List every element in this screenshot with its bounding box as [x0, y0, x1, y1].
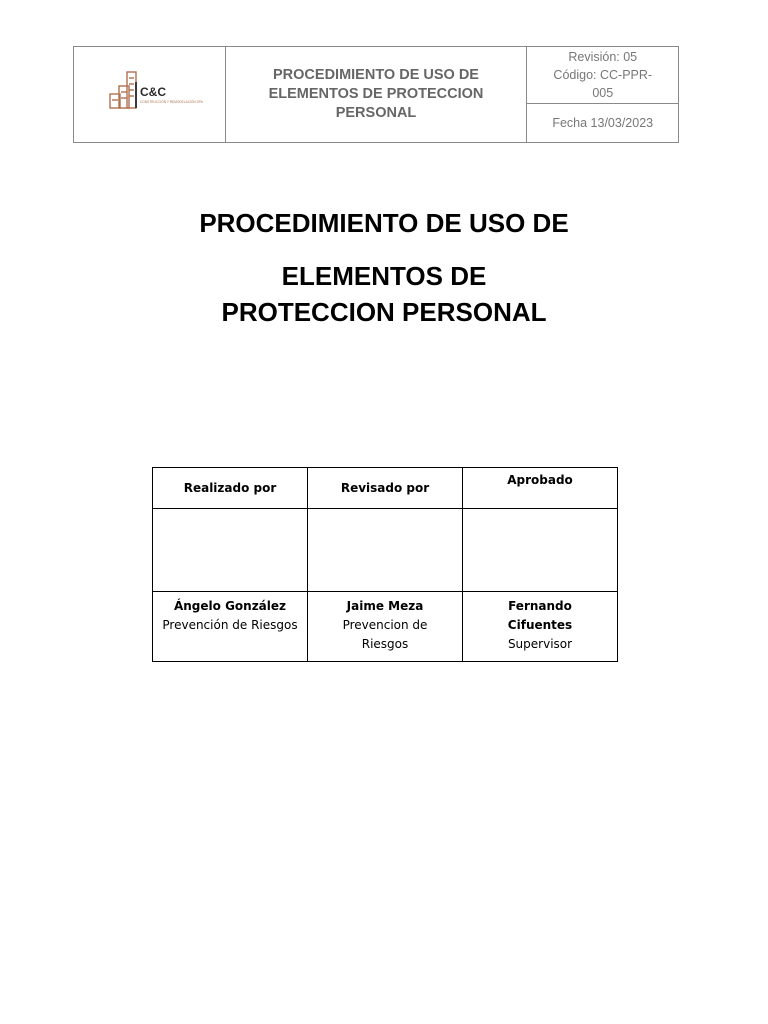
logo-cell — [74, 47, 226, 143]
company-logo — [107, 62, 203, 122]
revision-code-cell — [527, 47, 679, 104]
header-title-cell — [225, 47, 527, 143]
document-title-line-2 — [0, 258, 768, 330]
revision-label: Revisión: 05 — [568, 50, 638, 64]
signature-table — [152, 467, 618, 662]
signature-box-reviewed-by — [308, 509, 463, 592]
document-title-line-1: PROCEDIMIENTO DE USO DE — [199, 208, 569, 238]
signer-name: Ángelo González — [173, 599, 287, 613]
header-title: PROCEDIMIENTO DE USO DE ELEMENTOS DE PROTECCION PERSONAL — [268, 67, 484, 121]
document-title-line-2-text: ELEMENTOS DE PROTECCION PERSONAL — [221, 261, 547, 327]
signer-reviewed-by — [308, 592, 463, 662]
date-cell — [527, 104, 679, 143]
column-header-reviewed-by: Revisado por — [308, 468, 463, 509]
signer-approved — [463, 592, 618, 662]
code-label: Código: CC-PPR-005 — [553, 68, 653, 100]
document-header — [73, 46, 679, 143]
column-header-made-by: Realizado por — [153, 468, 308, 509]
signer-name: Jaime Meza — [346, 599, 424, 613]
signer-role: Prevención de Riesgos — [162, 618, 298, 632]
logo-tagline: CONSTRUCCIÓN Y REMODELACIÓN SPA — [140, 100, 203, 104]
column-header-approved: Aprobado — [463, 468, 618, 509]
date-label: Fecha 13/03/2023 — [552, 116, 654, 130]
signer-name: Fernando Cifuentes — [507, 599, 573, 632]
signer-role: Prevencion de Riesgos — [342, 618, 428, 651]
signer-made-by — [153, 592, 308, 662]
logo-brand: C&C — [140, 85, 167, 99]
signer-role: Supervisor — [507, 637, 573, 651]
signature-box-made-by — [153, 509, 308, 592]
signature-box-approved — [463, 509, 618, 592]
building-logo-icon — [107, 62, 203, 122]
